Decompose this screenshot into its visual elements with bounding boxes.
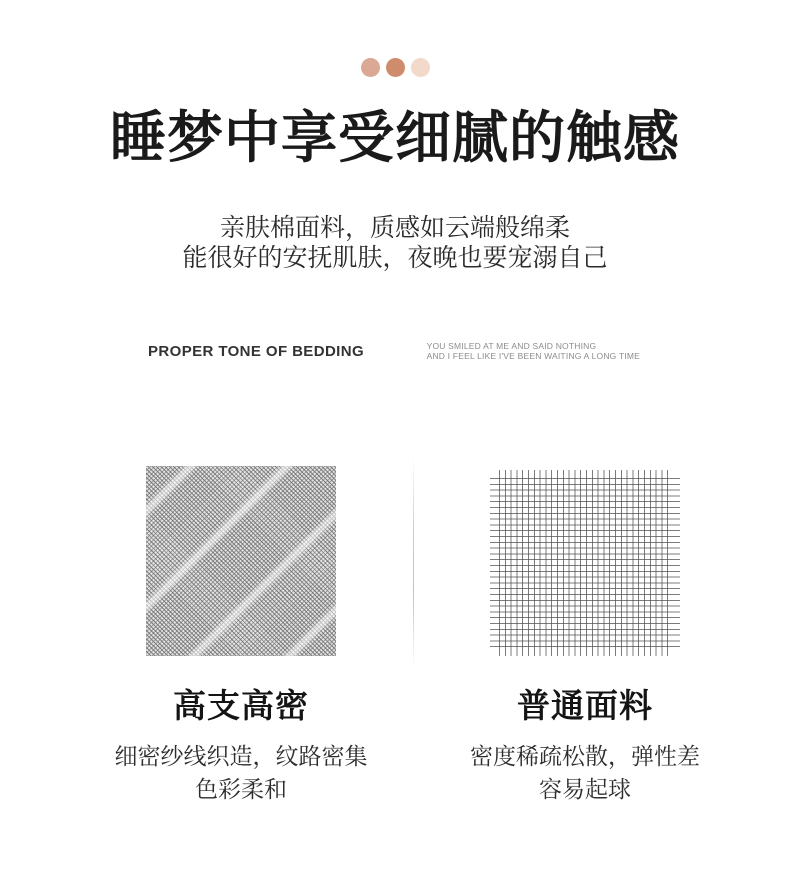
ordinary-fabric-description [413, 740, 757, 806]
ordinary-fabric-desc-line-2: 容易起球 [539, 776, 631, 802]
fine-fabric-description [69, 740, 413, 806]
tagline-row [0, 341, 790, 361]
grid-weave-swatch-image [490, 470, 680, 656]
fabric-title-row [69, 688, 757, 724]
fine-fabric-title: 高支高密 [173, 686, 309, 725]
fabric-swatch-row [69, 466, 757, 658]
ordinary-fabric-title: 普通面料 [517, 686, 653, 725]
vertical-divider [413, 456, 414, 668]
tagline-left: PROPER TONE OF BEDDING [148, 342, 365, 360]
tagline-right [427, 341, 640, 361]
fine-fabric-desc-line-2: 色彩柔和 [195, 776, 287, 802]
section-subtitle [0, 213, 790, 273]
subtitle-line-2: 能很好的安抚肌肤，夜晚也要宠溺自己 [182, 244, 608, 272]
fine-fabric-desc-line-1: 细密纱线织造，纹路密集 [114, 743, 368, 769]
ordinary-fabric-column [413, 466, 757, 658]
fine-fabric-column [69, 466, 413, 658]
section-title: 睡梦中享受细腻的触感 [110, 105, 680, 171]
decor-dot-icon [386, 58, 405, 77]
decor-dot-icon [361, 58, 380, 77]
grid-vertical-threads [499, 470, 671, 656]
fine-weave-swatch-image [146, 466, 336, 656]
decor-dot-icon [411, 58, 430, 77]
tagline-right-line-2: AND I FEEL LIKE I'VE BEEN WAITING A LONG TIME [426, 351, 640, 361]
fabric-desc-row [69, 740, 757, 806]
subtitle-line-1: 亲肤棉面料，质感如云端般绵柔 [219, 214, 570, 242]
tagline-right-line-1: YOU SMILED AT ME AND SAID NOTHING [426, 341, 597, 351]
ordinary-fabric-desc-line-1: 密度稀疏松散，弹性差 [470, 743, 700, 769]
decor-dots [0, 0, 790, 77]
